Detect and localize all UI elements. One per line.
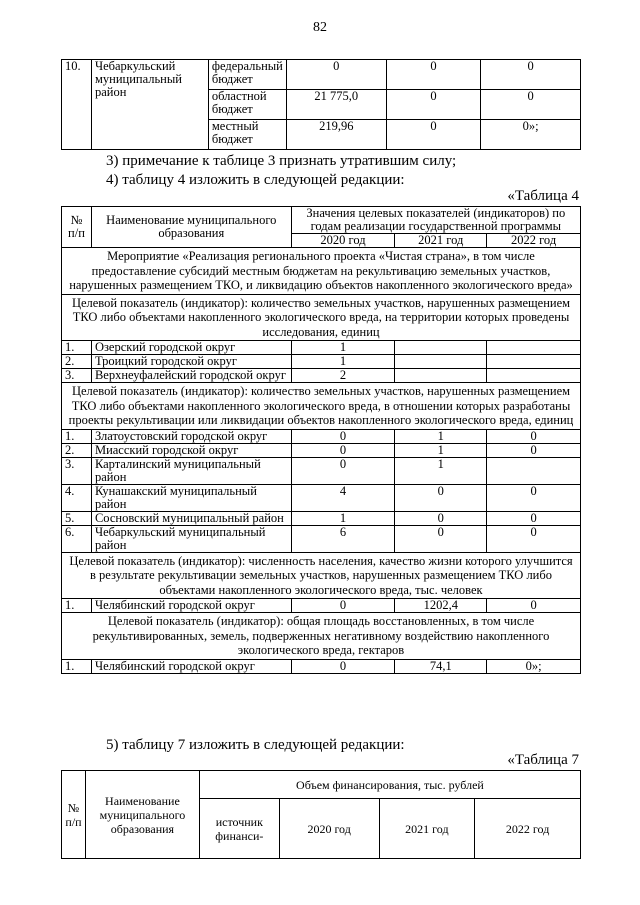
header-2020: 2020 год: [291, 234, 395, 248]
table7-caption: «Таблица 7: [507, 752, 579, 768]
value-2020: 0: [291, 429, 395, 443]
row-number: 5.: [62, 511, 92, 525]
municipality-name: Миасский городской округ: [91, 443, 291, 457]
value-2020: 21 775,0: [286, 90, 386, 120]
table-row: [62, 511, 581, 525]
value-2022: [487, 355, 581, 369]
municipality-name: Кунашакский муниципальный район: [91, 484, 291, 511]
value-2022: 0»;: [481, 120, 581, 150]
table-row: [62, 355, 581, 369]
table-header-row: [62, 207, 581, 234]
municipality-name: Чебаркульский муниципальный район: [91, 525, 291, 552]
header-volume: Объем финансирования, тыс. рублей: [199, 771, 580, 799]
table-row: [62, 599, 581, 613]
header-2022: 2022 год: [475, 799, 581, 859]
value-2021: 1: [395, 443, 487, 457]
header-2020: 2020 год: [279, 799, 379, 859]
table-row: [62, 659, 581, 673]
row-number: 3.: [62, 457, 92, 484]
value-2022: 0: [481, 60, 581, 90]
event-description: Мероприятие «Реализация регионального проекта «Чистая страна», в том числе предоставление субсидий местным бюджетам на рекультивацию земельных участков, нарушенных размещением ТКО, и ликвидацию объектов накопленного экологического вреда»: [62, 248, 581, 295]
value-2020: 0: [291, 659, 395, 673]
municipality-name: Карталинский муниципальный район: [91, 457, 291, 484]
value-2021: 0: [386, 120, 481, 150]
funding-source: местный бюджет: [208, 120, 286, 150]
value-2022: 0»;: [487, 659, 581, 673]
value-2021: 1202,4: [395, 599, 487, 613]
value-2021: 0: [395, 484, 487, 511]
table-row: [62, 443, 581, 457]
row-number: 1.: [62, 599, 92, 613]
row-number: 10.: [62, 60, 92, 150]
indicator-4: Целевой показатель (индикатор): общая площадь восстановленных, в том числе рекультивированных, земель, подверженных негативному воздействию накопленного экологического вреда, гектаров: [62, 613, 581, 660]
row-number: 1.: [62, 429, 92, 443]
row-number: 2.: [62, 443, 92, 457]
value-2021: [395, 369, 487, 383]
value-2020: 4: [291, 484, 395, 511]
header-number: № п/п: [62, 207, 92, 248]
value-2020: 0: [291, 599, 395, 613]
row-number: 2.: [62, 355, 92, 369]
value-2022: [487, 341, 581, 355]
value-2021: 74,1: [395, 659, 487, 673]
table-row: [62, 429, 581, 443]
row-number: 1.: [62, 659, 92, 673]
value-2021: [395, 355, 487, 369]
table-row: [62, 60, 581, 90]
paragraph-4: 4) таблицу 4 изложить в следующей редакции:: [106, 172, 405, 188]
table-row: [62, 457, 581, 484]
municipality-name: Чебаркульский муниципальный район: [91, 60, 208, 150]
value-2021: 1: [395, 457, 487, 484]
header-2021: 2021 год: [395, 234, 487, 248]
value-2022: 0: [487, 429, 581, 443]
table-row: [62, 369, 581, 383]
value-2020: 6: [291, 525, 395, 552]
value-2020: 1: [291, 341, 395, 355]
header-values: Значения целевых показателей (индикаторов) по годам реализации государственной программы: [291, 207, 580, 234]
value-2022: 0: [481, 90, 581, 120]
value-2021: 0: [395, 511, 487, 525]
table-7: [61, 770, 581, 859]
table-row: [62, 341, 581, 355]
value-2022: [487, 457, 581, 484]
municipality-name: Озерский городской округ: [91, 341, 291, 355]
municipality-name: Сосновский муниципальный район: [91, 511, 291, 525]
table-header-row: [62, 771, 581, 799]
municipality-name: Златоустовский городской округ: [91, 429, 291, 443]
table-row: [62, 525, 581, 552]
header-2022: 2022 год: [487, 234, 581, 248]
value-2020: 219,96: [286, 120, 386, 150]
row-number: 6.: [62, 525, 92, 552]
header-number: № п/п: [62, 771, 86, 859]
header-2021: 2021 год: [379, 799, 475, 859]
table-row: [62, 484, 581, 511]
municipality-name: Троицкий городской округ: [91, 355, 291, 369]
paragraph-5: 5) таблицу 7 изложить в следующей редакции:: [106, 737, 405, 753]
row-number: 1.: [62, 341, 92, 355]
value-2022: 0: [487, 484, 581, 511]
value-2020: 1: [291, 511, 395, 525]
funding-source: федеральный бюджет: [208, 60, 286, 90]
value-2021: 0: [386, 90, 481, 120]
value-2022: 0: [487, 599, 581, 613]
municipality-name: Челябинский городской округ: [91, 599, 291, 613]
table-4: [61, 206, 581, 674]
value-2022: 0: [487, 511, 581, 525]
row-number: 3.: [62, 369, 92, 383]
header-source: источник финанси-: [199, 799, 279, 859]
indicator-2: Целевой показатель (индикатор): количество земельных участков, нарушенных размещением ТКО либо объектами накопленного экологического вреда, в отношении которых разработаны проекты рекультивации или ликвидации объектов накопленного экологического вреда, единиц: [62, 383, 581, 430]
value-2020: 1: [291, 355, 395, 369]
table-continuation: [61, 59, 581, 150]
value-2021: [395, 341, 487, 355]
page-number: 82: [313, 20, 327, 35]
value-2020: 0: [291, 457, 395, 484]
value-2021: 0: [386, 60, 481, 90]
header-municipality: Наименование муниципального образования: [91, 207, 291, 248]
value-2020: 2: [291, 369, 395, 383]
value-2020: 0: [291, 443, 395, 457]
indicator-1: Целевой показатель (индикатор): количество земельных участков, нарушенных размещением ТКО либо объектами накопленного экологического вреда, на территории которых проведены исследования, единиц: [62, 294, 581, 341]
table4-caption: «Таблица 4: [507, 188, 579, 204]
value-2020: 0: [286, 60, 386, 90]
value-2022: 0: [487, 525, 581, 552]
value-2022: [487, 369, 581, 383]
value-2022: 0: [487, 443, 581, 457]
row-number: 4.: [62, 484, 92, 511]
municipality-name: Челябинский городской округ: [91, 659, 291, 673]
value-2021: 0: [395, 525, 487, 552]
value-2021: 1: [395, 429, 487, 443]
municipality-name: Верхнеуфалейский городской округ: [91, 369, 291, 383]
indicator-3: Целевой показатель (индикатор): численность населения, качество жизни которого улучшится в результате рекультивации земельных участков, нарушенных размещением ТКО либо объектами накопленного экологического вреда, тыс. человек: [62, 552, 581, 599]
funding-source: областной бюджет: [208, 90, 286, 120]
paragraph-3: 3) примечание к таблице 3 признать утратившим силу;: [106, 153, 457, 169]
header-municipality: Наименование муниципального образования: [85, 771, 199, 859]
